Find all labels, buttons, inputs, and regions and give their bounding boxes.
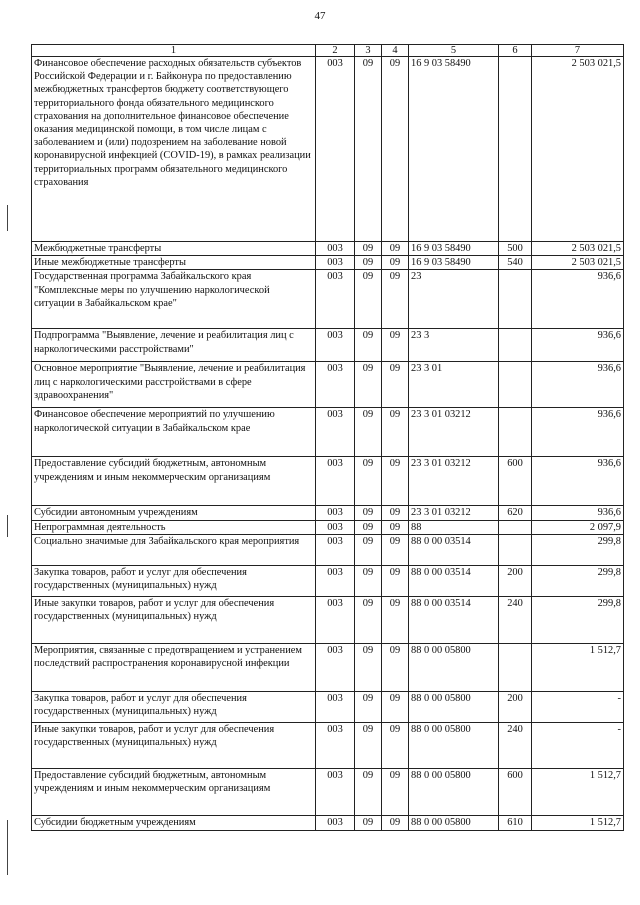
col-7-value: 1 512,7 <box>532 815 624 830</box>
col-7-value: 936,6 <box>532 329 624 362</box>
page-number: 47 <box>314 10 326 22</box>
col-3-value: 09 <box>355 506 382 520</box>
col-2-value: 003 <box>316 457 355 506</box>
col-2-value: 003 <box>316 329 355 362</box>
column-header: 3 <box>355 45 382 57</box>
row-name: Финансовое обеспечение мероприятий по улучшению наркологической ситуации в Забайкальском крае <box>32 408 316 457</box>
table-row <box>32 643 624 691</box>
table-row <box>32 691 624 722</box>
table-row <box>32 362 624 408</box>
col-5-value: 88 0 00 03514 <box>409 565 499 596</box>
col-6-value: 240 <box>499 722 532 768</box>
table-row <box>32 256 624 270</box>
row-name: Закупка товаров, работ и услуг для обеспечения государственных (муниципальных) нужд <box>32 565 316 596</box>
col-4-value: 09 <box>382 506 409 520</box>
table-row <box>32 768 624 815</box>
col-5-value: 23 3 <box>409 329 499 362</box>
col-6-value <box>499 520 532 534</box>
table-row <box>32 270 624 329</box>
col-3-value: 09 <box>355 329 382 362</box>
col-4-value: 09 <box>382 57 409 242</box>
col-3-value: 09 <box>355 457 382 506</box>
col-3-value: 09 <box>355 691 382 722</box>
col-4-value: 09 <box>382 329 409 362</box>
row-name: Непрограммная деятельность <box>32 520 316 534</box>
table-row <box>32 242 624 256</box>
col-2-value: 003 <box>316 520 355 534</box>
col-5-value: 88 0 00 05800 <box>409 815 499 830</box>
column-header: 4 <box>382 45 409 57</box>
col-2-value: 003 <box>316 565 355 596</box>
row-name: Субсидии автономным учреждениям <box>32 506 316 520</box>
col-7-value: 936,6 <box>532 457 624 506</box>
col-5-value: 88 0 00 05800 <box>409 643 499 691</box>
col-6-value: 500 <box>499 242 532 256</box>
col-5-value: 88 0 00 03514 <box>409 534 499 565</box>
col-6-value <box>499 408 532 457</box>
col-2-value: 003 <box>316 408 355 457</box>
col-2-value: 003 <box>316 596 355 643</box>
row-name: Социально значимые для Забайкальского края мероприятия <box>32 534 316 565</box>
col-7-value: 936,6 <box>532 362 624 408</box>
col-5-value: 16 9 03 58490 <box>409 57 499 242</box>
table-row <box>32 57 624 242</box>
col-6-value: 620 <box>499 506 532 520</box>
col-2-value: 003 <box>316 270 355 329</box>
col-3-value: 09 <box>355 57 382 242</box>
col-3-value: 09 <box>355 408 382 457</box>
col-2-value: 003 <box>316 643 355 691</box>
table-row <box>32 408 624 457</box>
column-header: 5 <box>409 45 499 57</box>
col-3-value: 09 <box>355 815 382 830</box>
col-7-value: 936,6 <box>532 506 624 520</box>
col-3-value: 09 <box>355 596 382 643</box>
table-row <box>32 722 624 768</box>
col-5-value: 88 0 00 03514 <box>409 596 499 643</box>
col-5-value: 16 9 03 58490 <box>409 242 499 256</box>
col-3-value: 09 <box>355 242 382 256</box>
col-6-value <box>499 57 532 242</box>
col-6-value: 600 <box>499 457 532 506</box>
col-7-value: 936,6 <box>532 270 624 329</box>
row-name: Субсидии бюджетным учреждениям <box>32 815 316 830</box>
col-4-value: 09 <box>382 643 409 691</box>
row-name: Финансовое обеспечение расходных обязательств субъектов Российской Федерации и г. Байконура по предоставлению межбюджетных трансфертов бюджету соответствующего территориального фонда обязательного медицинского страхования на дополнительное финансовое обеспечение оказания медицинской помощи, в том числе лицам с заболеванием и (или) подозрением на заболевание новой коронавирусной инфекцией (COVID-19), в рамках реализации территориальных программ обязательного медицинского страхования <box>32 57 316 242</box>
col-7-value: 1 512,7 <box>532 768 624 815</box>
col-2-value: 003 <box>316 815 355 830</box>
col-6-value: 240 <box>499 596 532 643</box>
table-row <box>32 457 624 506</box>
col-3-value: 09 <box>355 270 382 329</box>
col-2-value: 003 <box>316 256 355 270</box>
col-2-value: 003 <box>316 362 355 408</box>
row-name: Иные закупки товаров, работ и услуг для обеспечения государственных (муниципальных) нужд <box>32 722 316 768</box>
col-4-value: 09 <box>382 408 409 457</box>
col-4-value: 09 <box>382 270 409 329</box>
col-2-value: 003 <box>316 57 355 242</box>
row-name: Государственная программа Забайкальского края "Комплексные меры по улучшению наркологической ситуации в Забайкальском крае" <box>32 270 316 329</box>
col-5-value: 88 0 00 05800 <box>409 691 499 722</box>
col-3-value: 09 <box>355 768 382 815</box>
col-7-value: 299,8 <box>532 565 624 596</box>
table-row <box>32 520 624 534</box>
col-7-value: 2 503 021,5 <box>532 256 624 270</box>
col-4-value: 09 <box>382 691 409 722</box>
col-7-value: 936,6 <box>532 408 624 457</box>
col-6-value: 610 <box>499 815 532 830</box>
col-6-value: 600 <box>499 768 532 815</box>
col-6-value: 540 <box>499 256 532 270</box>
column-header: 6 <box>499 45 532 57</box>
col-4-value: 09 <box>382 242 409 256</box>
row-name: Межбюджетные трансферты <box>32 242 316 256</box>
table-row <box>32 596 624 643</box>
col-4-value: 09 <box>382 768 409 815</box>
col-6-value: 200 <box>499 691 532 722</box>
col-2-value: 003 <box>316 242 355 256</box>
row-name: Иные закупки товаров, работ и услуг для обеспечения государственных (муниципальных) нужд <box>32 596 316 643</box>
margin-mark <box>7 205 8 231</box>
col-4-value: 09 <box>382 534 409 565</box>
table-row <box>32 815 624 830</box>
col-6-value <box>499 362 532 408</box>
column-header: 1 <box>32 45 316 57</box>
column-header: 7 <box>532 45 624 57</box>
col-7-value: 2 097,9 <box>532 520 624 534</box>
col-7-value: 299,8 <box>532 534 624 565</box>
col-5-value: 23 3 01 03212 <box>409 506 499 520</box>
row-name: Закупка товаров, работ и услуг для обеспечения государственных (муниципальных) нужд <box>32 691 316 722</box>
col-5-value: 88 0 00 05800 <box>409 768 499 815</box>
col-3-value: 09 <box>355 534 382 565</box>
table-row <box>32 329 624 362</box>
col-2-value: 003 <box>316 534 355 565</box>
col-3-value: 09 <box>355 256 382 270</box>
col-4-value: 09 <box>382 520 409 534</box>
col-3-value: 09 <box>355 520 382 534</box>
table-row <box>32 565 624 596</box>
col-3-value: 09 <box>355 565 382 596</box>
col-6-value <box>499 534 532 565</box>
row-name: Подпрограмма "Выявление, лечение и реабилитация лиц с наркологическими расстройствами" <box>32 329 316 362</box>
column-number-row <box>32 45 624 57</box>
col-7-value: 299,8 <box>532 596 624 643</box>
budget-table <box>31 44 624 831</box>
col-5-value: 88 <box>409 520 499 534</box>
col-5-value: 23 <box>409 270 499 329</box>
col-4-value: 09 <box>382 722 409 768</box>
col-3-value: 09 <box>355 722 382 768</box>
col-2-value: 003 <box>316 506 355 520</box>
table-row <box>32 534 624 565</box>
col-7-value: 1 512,7 <box>532 643 624 691</box>
col-4-value: 09 <box>382 362 409 408</box>
col-2-value: 003 <box>316 722 355 768</box>
col-5-value: 23 3 01 03212 <box>409 457 499 506</box>
column-header: 2 <box>316 45 355 57</box>
row-name: Основное мероприятие "Выявление, лечение и реабилитация лиц с наркологическими расстройствами в сфере здравоохранения" <box>32 362 316 408</box>
col-6-value <box>499 270 532 329</box>
col-3-value: 09 <box>355 643 382 691</box>
col-2-value: 003 <box>316 768 355 815</box>
col-2-value: 003 <box>316 691 355 722</box>
col-4-value: 09 <box>382 815 409 830</box>
col-3-value: 09 <box>355 362 382 408</box>
col-4-value: 09 <box>382 457 409 506</box>
col-4-value: 09 <box>382 256 409 270</box>
col-4-value: 09 <box>382 596 409 643</box>
margin-mark <box>7 820 8 875</box>
row-name: Предоставление субсидий бюджетным, автономным учреждениям и иным некоммерческим организациям <box>32 457 316 506</box>
row-name: Предоставление субсидий бюджетным, автономным учреждениям и иным некоммерческим организациям <box>32 768 316 815</box>
col-5-value: 88 0 00 05800 <box>409 722 499 768</box>
col-5-value: 23 3 01 <box>409 362 499 408</box>
row-name: Мероприятия, связанные с предотвращением и устранением последствий распространения коронавирусной инфекции <box>32 643 316 691</box>
row-name: Иные межбюджетные трансферты <box>32 256 316 270</box>
margin-mark <box>7 515 8 537</box>
col-5-value: 23 3 01 03212 <box>409 408 499 457</box>
col-7-value: - <box>532 691 624 722</box>
col-4-value: 09 <box>382 565 409 596</box>
col-7-value: 2 503 021,5 <box>532 242 624 256</box>
col-6-value <box>499 329 532 362</box>
col-7-value: - <box>532 722 624 768</box>
col-6-value <box>499 643 532 691</box>
table-row <box>32 506 624 520</box>
col-5-value: 16 9 03 58490 <box>409 256 499 270</box>
col-7-value: 2 503 021,5 <box>532 57 624 242</box>
col-6-value: 200 <box>499 565 532 596</box>
